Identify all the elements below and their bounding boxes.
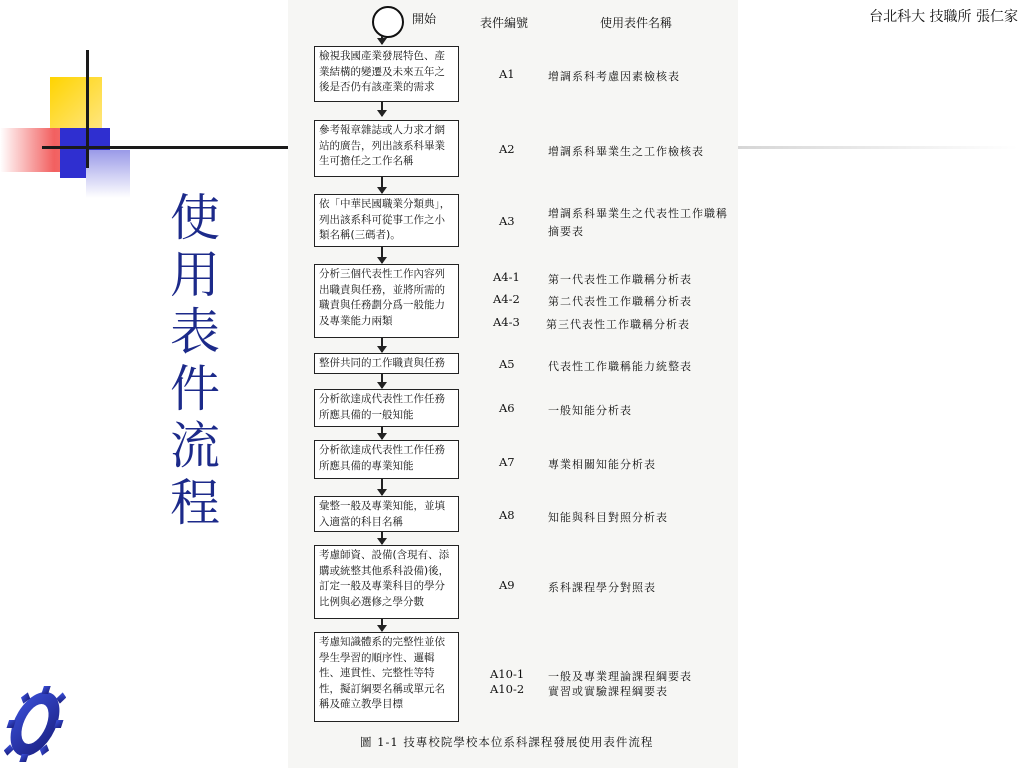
form-name: 代表性工作職稱能力統整表 — [548, 360, 692, 373]
flow-step-box: 考慮知識體系的完整性並依學生學習的順序性、邏輯性、連貫性、完整性等特性，擬訂綱要名稱或單元名稱及確立教學目標 — [314, 632, 459, 722]
form-name: 第三代表性工作職稱分析表 — [546, 318, 690, 331]
form-code: A10-2 — [490, 682, 525, 696]
flow-step-box: 分析三個代表性工作內容列出職責與任務，並將所需的職責與任務劃分爲一般能力及專業能力兩類 — [314, 264, 459, 338]
gear-logo-icon — [4, 686, 66, 762]
form-name: 第二代表性工作職稱分析表 — [548, 295, 692, 308]
flow-step-box: 彙整一般及專業知能，並填入適當的科目名稱 — [314, 496, 459, 532]
title-char: 程 — [170, 474, 220, 532]
title-char: 表 — [170, 303, 220, 361]
form-code: A1 — [499, 67, 515, 81]
flow-arrow — [381, 247, 383, 263]
title-char: 件 — [170, 360, 220, 418]
flow-step-box: 依「中華民國職業分類典」，列出該系科可從事工作之小類名稱(三碼者)。 — [314, 194, 459, 247]
form-code: A9 — [499, 578, 515, 592]
form-name: 第一代表性工作職稱分析表 — [548, 273, 692, 286]
form-code: A2 — [499, 142, 515, 156]
flow-arrow — [381, 532, 383, 544]
start-node — [372, 6, 404, 38]
deco-blue-fade — [86, 150, 130, 198]
form-name: 實習或實驗課程綱要表 — [548, 685, 668, 698]
form-code: A7 — [499, 455, 515, 469]
form-name: 增調系科考慮因素檢核表 — [548, 70, 680, 83]
form-code: A8 — [499, 508, 515, 522]
flow-step-box: 分析欲達成代表性工作任務所應具備的一般知能 — [314, 389, 459, 427]
form-name: 增調系科畢業生之工作檢核表 — [548, 145, 704, 158]
form-code: A10-1 — [490, 667, 525, 681]
form-code: A4-1 — [493, 270, 520, 284]
form-code: A4-2 — [493, 292, 520, 306]
form-code: A5 — [499, 357, 515, 371]
flow-arrow — [381, 102, 383, 116]
deco-yellow-square — [50, 77, 102, 129]
form-name: 專業相關知能分析表 — [548, 458, 656, 471]
flow-arrow — [381, 374, 383, 388]
form-name: 系科課程學分對照表 — [548, 581, 656, 594]
flow-arrow — [381, 338, 383, 352]
start-label: 開始 — [412, 12, 437, 26]
flow-arrow — [381, 36, 383, 44]
deco-line-fade-right — [738, 146, 1018, 149]
flow-arrow — [381, 427, 383, 439]
flow-step-box: 檢視我國產業發展特色、產業結構的變遷及未來五年之後是否仍有該產業的需求 — [314, 46, 459, 102]
flow-step-box: 考慮師資、設備(含現有、添購或統整其他系科設備)後，訂定一般及專業科目的學分比例與必選修之學分數 — [314, 545, 459, 619]
author-header: 台北科大 技職所 張仁家 — [869, 9, 1018, 25]
figure-caption: 圖 1-1 技專校院學校本位系科課程發展使用表件流程 — [360, 735, 654, 749]
form-code: A3 — [499, 214, 515, 228]
flow-step-box: 分析欲達成代表性工作任務所應具備的專業知能 — [314, 440, 459, 479]
form-name: 知能與科目對照分析表 — [548, 511, 668, 524]
code-column-header: 表件編號 — [480, 16, 529, 30]
form-name: 一般知能分析表 — [548, 404, 632, 417]
title-char: 流 — [170, 417, 220, 475]
form-code: A4-3 — [493, 315, 520, 329]
flow-arrow — [381, 619, 383, 631]
deco-vertical-line — [86, 50, 89, 168]
flow-step-box: 參考報章雜誌或人力求才網站的廣告，列出該系科畢業生可擔任之工作名稱 — [314, 120, 459, 177]
deco-horizontal-line — [42, 146, 288, 149]
form-name: 增調系科畢業生之代表性工作職稱摘要表 — [548, 207, 728, 238]
flow-arrow — [381, 177, 383, 193]
form-name: 一般及專業理論課程綱要表 — [548, 670, 692, 683]
title-char: 使 — [170, 189, 220, 247]
form-code: A6 — [499, 401, 515, 415]
flow-arrow — [381, 479, 383, 495]
flow-step-box: 整併共同的工作職責與任務 — [314, 353, 459, 374]
name-column-header: 使用表件名稱 — [600, 16, 673, 30]
slide-title — [160, 190, 230, 532]
title-char: 用 — [170, 246, 220, 304]
